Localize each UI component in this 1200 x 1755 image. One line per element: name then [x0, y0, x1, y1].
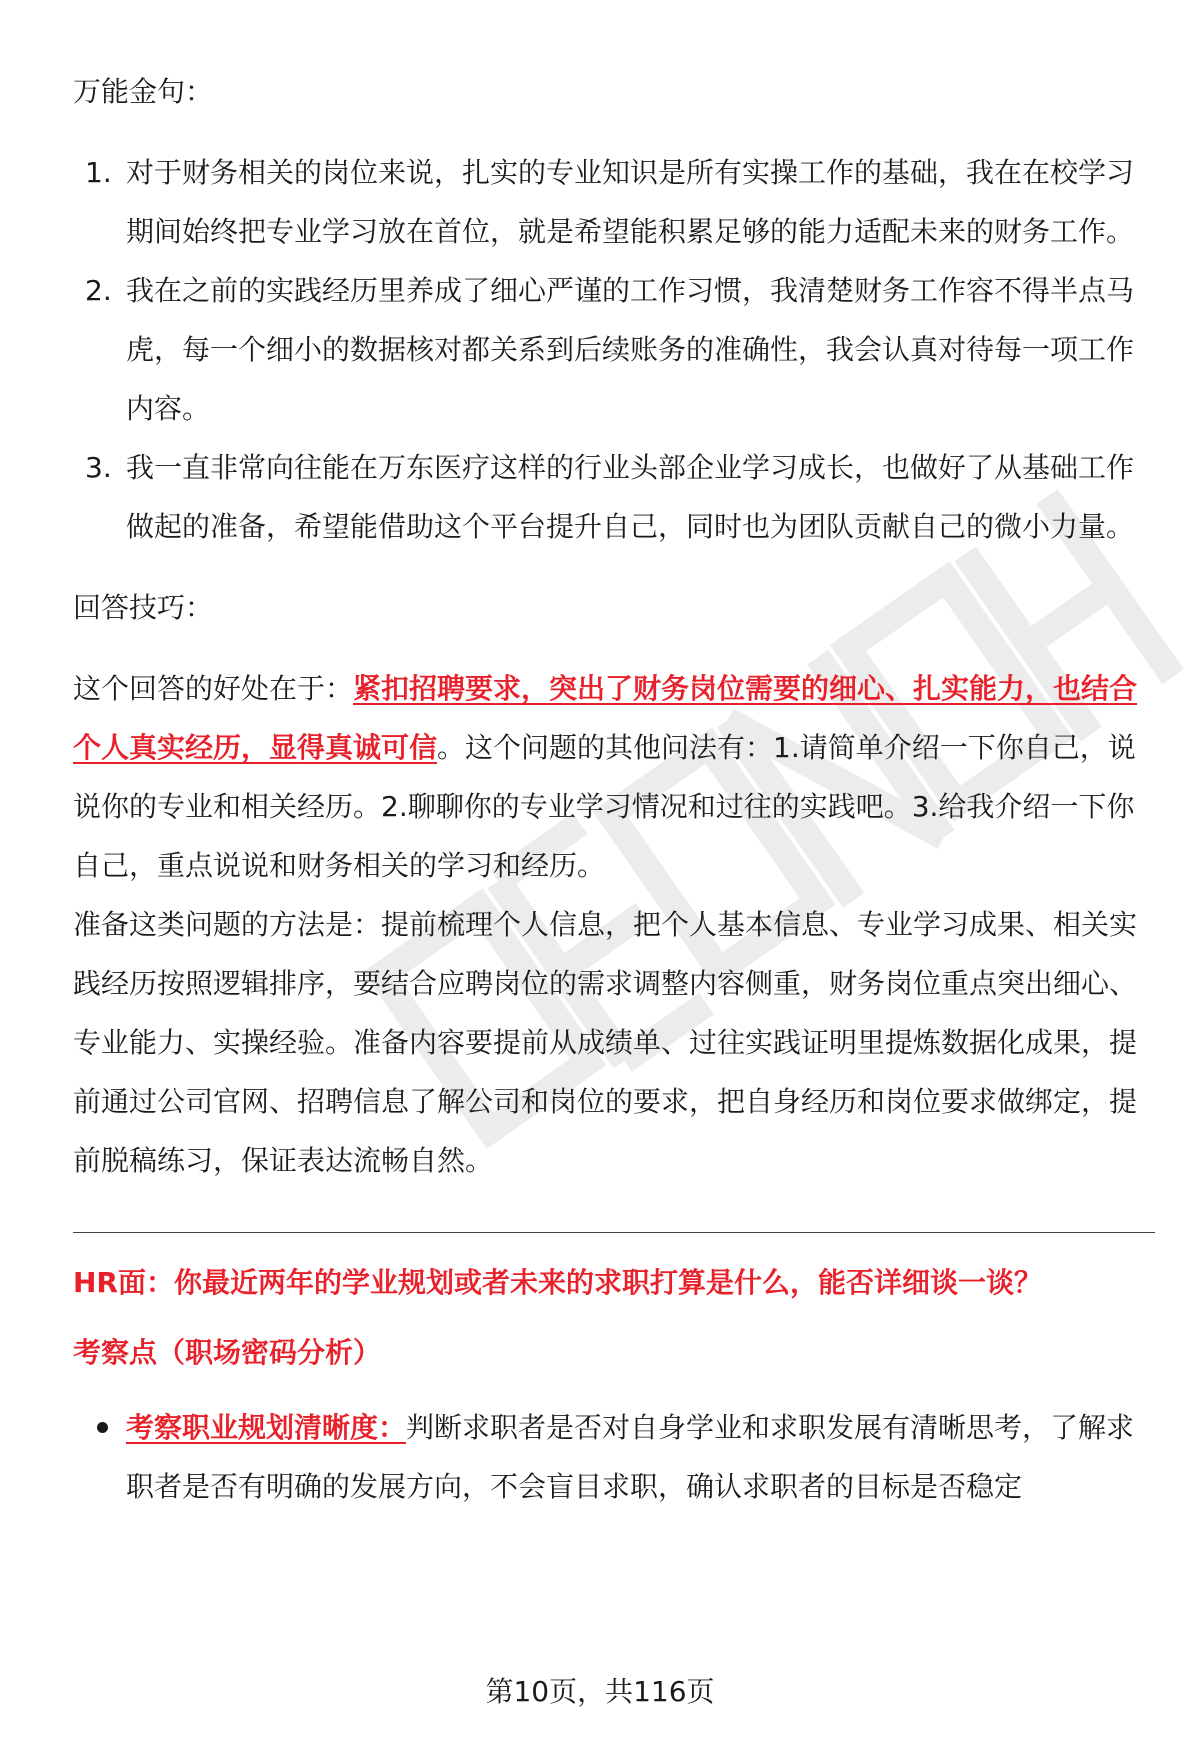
list-item	[73, 1398, 1155, 1516]
bullet-text: 判断求职者是否对自身学业和求职发展有清晰思考，了解求职者是否有明确的发展方向，不会盲目求职，确认求职者的目标是否稳定	[126, 1411, 1135, 1503]
golden-sentences-list	[73, 143, 1155, 556]
hr-question-heading: HR面：你最近两年的学业规划或者未来的求职打算是什么，能否详细谈一谈？	[73, 1266, 1042, 1299]
exam-point-heading: 考察点（职场密码分析）	[73, 1336, 382, 1369]
list-number: 3.	[85, 451, 112, 484]
tips-highlight: 紧扣招聘要求，突出了财务岗位需要的细心、扎实能力，也结合个人真实经历，显得真诚可信	[73, 672, 1138, 764]
section-divider	[73, 1232, 1155, 1233]
list-item	[73, 438, 1155, 556]
document-body	[73, 62, 1155, 1516]
tips-label: 回答技巧：	[73, 591, 214, 624]
list-number: 2.	[85, 274, 112, 307]
bullet-title: 考察职业规划清晰度：	[126, 1411, 407, 1444]
list-item	[73, 143, 1155, 261]
exam-point-list	[73, 1398, 1155, 1516]
list-item-text: 我在之前的实践经历里养成了细心严谨的工作习惯，我清楚财务工作容不得半点马虎，每一个细小的数据核对都关系到后续账务的准确性，我会认真对待每一项工作内容。	[126, 274, 1135, 425]
list-number: 1.	[85, 156, 112, 189]
page-footer: 第10页，共116页	[485, 1675, 715, 1708]
tips-rest: 。这个问题的其他问法有：1.请简单介绍一下你自己，说说你的专业和相关经历。2.聊聊你的专业学习情况和过往的实践吧。3.给我介绍一下你自己，重点说说和财务相关的学习和经历。	[73, 731, 1136, 882]
method-paragraph: 准备这类问题的方法是：提前梳理个人信息，把个人基本信息、专业学习成果、相关实践经历按照逻辑排序，要结合应聘岗位的需求调整内容侧重，财务岗位重点突出细心、专业能力、实操经验。准备内容要提前从成绩单、过往实践证明里提炼数据化成果，提前通过公司官网、招聘信息了解公司和岗位的要求，把自身经历和岗位要求做绑定，提前脱稿练习，保证表达流畅自然。	[73, 908, 1138, 1177]
tips-paragraph	[73, 659, 1155, 895]
list-item-text: 我一直非常向往能在万东医疗这样的行业头部企业学习成长，也做好了从基础工作做起的准备，希望能借助这个平台提升自己，同时也为团队贡献自己的微小力量。	[126, 451, 1135, 543]
tips-intro: 这个回答的好处在于：	[73, 672, 354, 705]
bullet-dot-icon	[97, 1422, 108, 1433]
list-item-text: 对于财务相关的岗位来说，扎实的专业知识是所有实操工作的基础，我在在校学习期间始终把专业学习放在首位，就是希望能积累足够的能力适配未来的财务工作。	[126, 156, 1135, 248]
golden-sentences-label: 万能金句：	[73, 75, 214, 108]
list-item	[73, 261, 1155, 438]
